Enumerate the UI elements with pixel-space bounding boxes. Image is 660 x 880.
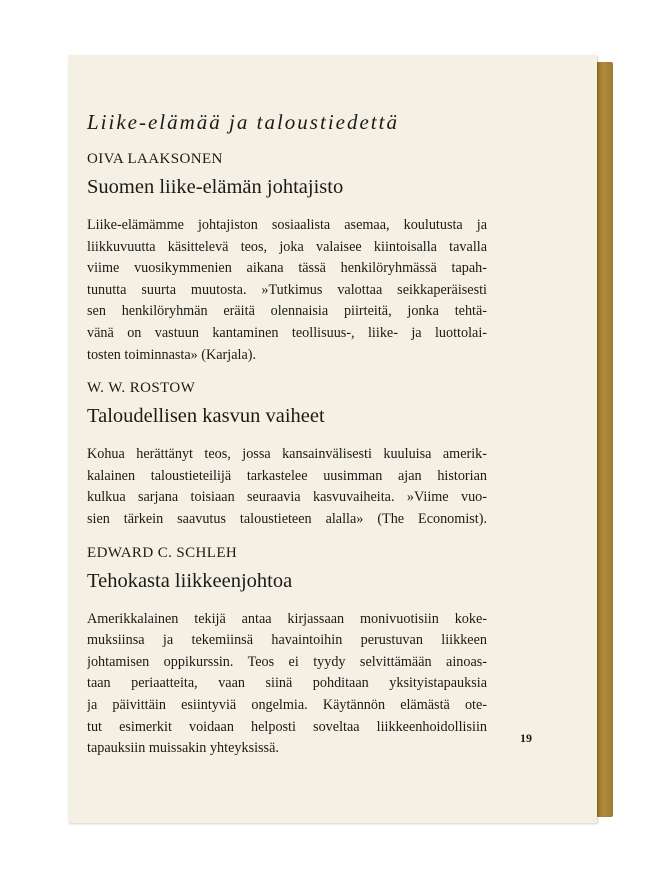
- book-entry-schleh: [87, 545, 487, 760]
- book-description: [87, 609, 487, 760]
- book-description: [87, 444, 487, 530]
- book-author: W. W. ROSTOW: [87, 380, 196, 397]
- book-title: Tehokasta liikkeenjohtoa: [87, 569, 293, 592]
- description-line: Amerikkalainen tekijä antaa kirjassaan monivuotisiin koke-: [87, 610, 487, 627]
- book-entry-laaksonen: [87, 151, 487, 366]
- book-spine: [597, 62, 613, 817]
- description-line: sen henkilöryhmän eräitä olennaisia piirteitä, jonka tehtä-: [87, 303, 487, 320]
- description-line: kalainen taloustieteilijä tarkastelee uusimman ajan historian: [87, 467, 487, 484]
- cover-text: [87, 110, 487, 774]
- description-line: tapauksiin muissakin yhteyksissä.: [87, 740, 279, 757]
- book-author: OIVA LAAKSONEN: [87, 151, 223, 167]
- book-author: EDWARD C. SCHLEH: [87, 544, 238, 561]
- description-line: muksiinsa ja tekemiinsä havaintoihin perustuvan liikkeen: [87, 632, 487, 649]
- description-line: ja päivittäin esiintyviä ongelmia. Käytännön elämästä ote-: [87, 696, 487, 713]
- page-number: 19: [520, 731, 532, 745]
- description-line: taan periaatteita, vaan siinä pohditaan yksityistapauksia: [87, 675, 487, 692]
- series-title: Liike-elämää ja taloustiedettä: [87, 110, 399, 134]
- book-title: Taloudellisen kasvun vaiheet: [87, 405, 325, 428]
- book-description: [87, 215, 487, 366]
- description-line: tut esimerkit voidaan helposti soveltaa liikkeenhoidollisiin: [87, 718, 487, 735]
- description-line: sien tärkein saavutus taloustieteen alalla» (The Economist).: [87, 510, 487, 527]
- description-line: liikkuvuutta käsittelevä teos, joka valaisee kiintoisalla tavalla: [87, 238, 487, 255]
- description-line: Kohua herättänyt teos, jossa kansainvälisesti kuuluisa amerik-: [87, 446, 487, 463]
- description-line: Liike-elämämme johtajiston sosiaalista asemaa, koulutusta ja: [87, 217, 487, 233]
- description-line: vänä on vastuun kantaminen teollisuus-, liike- ja luottolai-: [87, 324, 487, 341]
- description-line: kulkua sarjana toisiaan seuraavia kasvuvaiheita. »Viime vuo-: [87, 489, 487, 506]
- description-line: johtamisen oppikurssin. Teos ei tyydy selvittämään ainoas-: [87, 653, 487, 670]
- description-line: viime vuosikymmenien aikana tässä henkilöryhmässä tapah-: [87, 260, 487, 277]
- book-entry-rostow: [87, 380, 487, 530]
- description-line: tosten toiminnasta» (Karjala).: [87, 346, 257, 363]
- book-title: Suomen liike-elämän johtajisto: [87, 176, 344, 198]
- description-line: tunutta suurta muutosta. »Tutkimus valottaa seikkaperäisesti: [87, 281, 487, 298]
